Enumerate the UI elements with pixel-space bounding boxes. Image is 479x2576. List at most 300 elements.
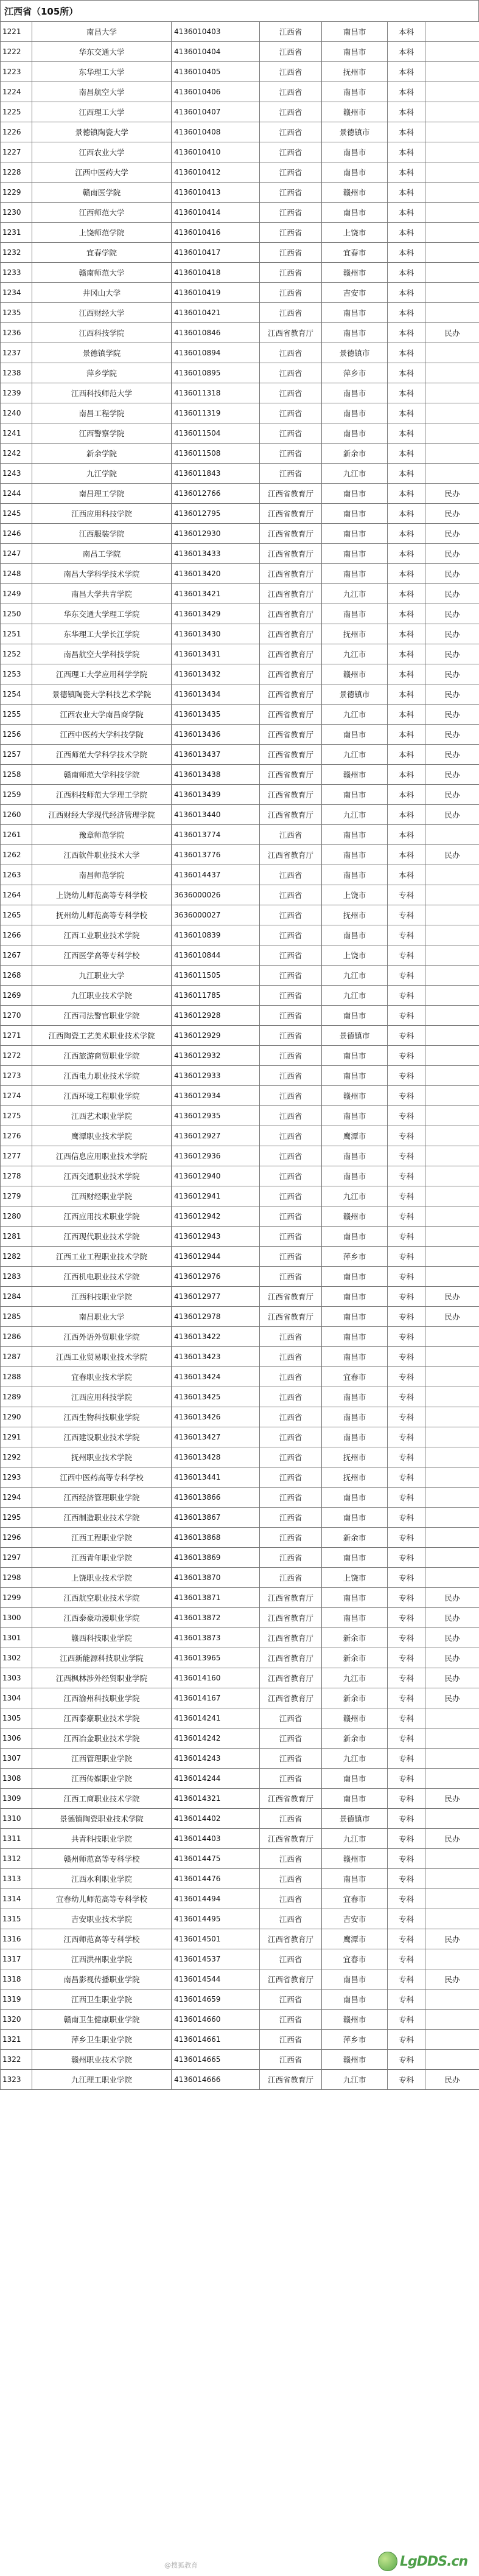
level-cell: 专科 bbox=[388, 1287, 425, 1307]
level-cell: 专科 bbox=[388, 1447, 425, 1467]
authority-cell: 江西省 bbox=[260, 1126, 322, 1146]
remark-cell: 民办 bbox=[425, 805, 479, 825]
school-code-cell: 4136010421 bbox=[172, 303, 260, 323]
table-row bbox=[1, 203, 479, 223]
site-watermark bbox=[378, 2549, 475, 2574]
table-row bbox=[1, 484, 479, 504]
school-code-cell: 4136010419 bbox=[172, 283, 260, 303]
table-row bbox=[1, 303, 479, 323]
table-row bbox=[1, 343, 479, 363]
table-row bbox=[1, 1447, 479, 1467]
school-code-cell: 4136013869 bbox=[172, 1548, 260, 1568]
row-seq-cell: 1251 bbox=[1, 624, 32, 644]
table-row bbox=[1, 1166, 479, 1186]
table-row bbox=[1, 845, 479, 865]
school-name-cell: 华东交通大学理工学院 bbox=[32, 604, 172, 624]
school-code-cell: 4136014437 bbox=[172, 865, 260, 885]
row-seq-cell: 1243 bbox=[1, 464, 32, 484]
authority-cell: 江西省 bbox=[260, 1528, 322, 1548]
level-cell: 专科 bbox=[388, 1427, 425, 1447]
authority-cell: 江西省 bbox=[260, 1989, 322, 2010]
level-cell: 专科 bbox=[388, 1789, 425, 1809]
school-name-cell: 南昌工程学院 bbox=[32, 403, 172, 423]
school-name-cell: 江西冶金职业技术学院 bbox=[32, 1728, 172, 1749]
school-code-cell: 4136013429 bbox=[172, 604, 260, 624]
city-cell: 南昌市 bbox=[322, 1327, 388, 1347]
authority-cell: 江西省 bbox=[260, 464, 322, 484]
school-code-cell: 4136012978 bbox=[172, 1307, 260, 1327]
level-cell: 专科 bbox=[388, 1929, 425, 1949]
authority-cell: 江西省教育厅 bbox=[260, 1829, 322, 1849]
remark-cell bbox=[425, 1367, 479, 1387]
authority-cell: 江西省 bbox=[260, 303, 322, 323]
remark-cell bbox=[425, 1066, 479, 1086]
city-cell: 赣州市 bbox=[322, 1086, 388, 1106]
remark-cell: 民办 bbox=[425, 2070, 479, 2090]
remark-cell bbox=[425, 1427, 479, 1447]
row-seq-cell: 1267 bbox=[1, 945, 32, 966]
authority-cell: 江西省教育厅 bbox=[260, 524, 322, 544]
level-cell: 本科 bbox=[388, 423, 425, 444]
remark-cell bbox=[425, 343, 479, 363]
authority-cell: 江西省 bbox=[260, 885, 322, 905]
table-row bbox=[1, 544, 479, 564]
remark-cell bbox=[425, 1146, 479, 1166]
city-cell: 赣州市 bbox=[322, 765, 388, 785]
authority-cell: 江西省 bbox=[260, 1367, 322, 1387]
table-row bbox=[1, 1608, 479, 1628]
city-cell: 南昌市 bbox=[322, 1006, 388, 1026]
school-code-cell: 4136010895 bbox=[172, 363, 260, 383]
authority-cell: 江西省 bbox=[260, 383, 322, 403]
remark-cell bbox=[425, 223, 479, 243]
school-code-cell: 4136012932 bbox=[172, 1046, 260, 1066]
school-name-cell: 南昌大学共青学院 bbox=[32, 584, 172, 604]
city-cell: 赣州市 bbox=[322, 1206, 388, 1227]
table-row bbox=[1, 1969, 479, 1989]
authority-cell: 江西省教育厅 bbox=[260, 1307, 322, 1327]
city-cell: 赣州市 bbox=[322, 102, 388, 122]
authority-cell: 江西省教育厅 bbox=[260, 2070, 322, 2090]
remark-cell: 民办 bbox=[425, 504, 479, 524]
city-cell: 南昌市 bbox=[322, 403, 388, 423]
row-seq-cell: 1261 bbox=[1, 825, 32, 845]
school-code-cell: 4136013435 bbox=[172, 705, 260, 725]
authority-cell: 江西省教育厅 bbox=[260, 765, 322, 785]
level-cell: 专科 bbox=[388, 1608, 425, 1628]
school-code-cell: 4136010839 bbox=[172, 925, 260, 945]
level-cell: 本科 bbox=[388, 825, 425, 845]
city-cell: 南昌市 bbox=[322, 1789, 388, 1809]
school-code-cell: 4136012929 bbox=[172, 1026, 260, 1046]
row-seq-cell: 1304 bbox=[1, 1688, 32, 1708]
row-seq-cell: 1292 bbox=[1, 1447, 32, 1467]
authority-cell: 江西省教育厅 bbox=[260, 323, 322, 343]
row-seq-cell: 1277 bbox=[1, 1146, 32, 1166]
level-cell: 本科 bbox=[388, 664, 425, 684]
table-row bbox=[1, 2010, 479, 2030]
city-cell: 南昌市 bbox=[322, 1046, 388, 1066]
level-cell: 本科 bbox=[388, 142, 425, 162]
table-row bbox=[1, 1367, 479, 1387]
city-cell: 南昌市 bbox=[322, 504, 388, 524]
school-name-cell: 江西工程职业学院 bbox=[32, 1528, 172, 1548]
row-seq-cell: 1319 bbox=[1, 1989, 32, 2010]
row-seq-cell: 1275 bbox=[1, 1106, 32, 1126]
authority-cell: 江西省 bbox=[260, 142, 322, 162]
remark-cell bbox=[425, 82, 479, 102]
remark-cell bbox=[425, 1247, 479, 1267]
level-cell: 专科 bbox=[388, 1648, 425, 1668]
school-name-cell: 江西旅游商贸职业学院 bbox=[32, 1046, 172, 1066]
level-cell: 专科 bbox=[388, 905, 425, 925]
authority-cell: 江西省 bbox=[260, 444, 322, 464]
school-name-cell: 景德镇陶瓷职业技术学院 bbox=[32, 1809, 172, 1829]
level-cell: 专科 bbox=[388, 1106, 425, 1126]
city-cell: 赣州市 bbox=[322, 183, 388, 203]
row-seq-cell: 1264 bbox=[1, 885, 32, 905]
school-code-cell: 4136010410 bbox=[172, 142, 260, 162]
city-cell: 抚州市 bbox=[322, 62, 388, 82]
school-name-cell: 南昌影视传播职业学院 bbox=[32, 1969, 172, 1989]
table-row bbox=[1, 1086, 479, 1106]
level-cell: 专科 bbox=[388, 1508, 425, 1528]
authority-cell: 江西省 bbox=[260, 1728, 322, 1749]
level-cell: 专科 bbox=[388, 1708, 425, 1728]
school-code-cell: 4136011505 bbox=[172, 966, 260, 986]
school-code-cell: 4136013422 bbox=[172, 1327, 260, 1347]
school-code-cell: 4136014665 bbox=[172, 2050, 260, 2070]
remark-cell bbox=[425, 102, 479, 122]
row-seq-cell: 1245 bbox=[1, 504, 32, 524]
city-cell: 新余市 bbox=[322, 1688, 388, 1708]
school-code-cell: 4136012940 bbox=[172, 1166, 260, 1186]
table-row bbox=[1, 1989, 479, 2010]
school-code-cell: 4136013428 bbox=[172, 1447, 260, 1467]
table-row bbox=[1, 805, 479, 825]
table-row bbox=[1, 82, 479, 102]
level-cell: 本科 bbox=[388, 62, 425, 82]
row-seq-cell: 1242 bbox=[1, 444, 32, 464]
level-cell: 专科 bbox=[388, 1146, 425, 1166]
remark-cell bbox=[425, 283, 479, 303]
school-name-cell: 赣南医学院 bbox=[32, 183, 172, 203]
school-code-cell: 4136012934 bbox=[172, 1086, 260, 1106]
table-row bbox=[1, 1287, 479, 1307]
row-seq-cell: 1302 bbox=[1, 1648, 32, 1668]
authority-cell: 江西省教育厅 bbox=[260, 1969, 322, 1989]
level-cell: 本科 bbox=[388, 283, 425, 303]
school-name-cell: 宜春职业技术学院 bbox=[32, 1367, 172, 1387]
row-seq-cell: 1270 bbox=[1, 1006, 32, 1026]
table-row bbox=[1, 1488, 479, 1508]
school-code-cell: 4136014475 bbox=[172, 1849, 260, 1869]
table-row bbox=[1, 223, 479, 243]
authority-cell: 江西省 bbox=[260, 1026, 322, 1046]
level-cell: 专科 bbox=[388, 1829, 425, 1849]
school-code-cell: 4136012943 bbox=[172, 1227, 260, 1247]
authority-cell: 江西省 bbox=[260, 363, 322, 383]
school-code-cell: 4136013776 bbox=[172, 845, 260, 865]
authority-cell: 江西省 bbox=[260, 1267, 322, 1287]
row-seq-cell: 1281 bbox=[1, 1227, 32, 1247]
city-cell: 南昌市 bbox=[322, 383, 388, 403]
remark-cell bbox=[425, 1869, 479, 1889]
remark-cell: 民办 bbox=[425, 664, 479, 684]
school-code-cell: 4136012935 bbox=[172, 1106, 260, 1126]
remark-cell bbox=[425, 825, 479, 845]
table-row bbox=[1, 122, 479, 142]
authority-cell: 江西省 bbox=[260, 1066, 322, 1086]
row-seq-cell: 1294 bbox=[1, 1488, 32, 1508]
remark-cell bbox=[425, 1809, 479, 1829]
authority-cell: 江西省 bbox=[260, 986, 322, 1006]
authority-cell: 江西省 bbox=[260, 1568, 322, 1588]
school-code-cell: 4136011319 bbox=[172, 403, 260, 423]
row-seq-cell: 1229 bbox=[1, 183, 32, 203]
row-seq-cell: 1256 bbox=[1, 725, 32, 745]
school-code-cell: 4136013439 bbox=[172, 785, 260, 805]
school-name-cell: 江西工业工程职业技术学院 bbox=[32, 1247, 172, 1267]
row-seq-cell: 1246 bbox=[1, 524, 32, 544]
level-cell: 专科 bbox=[388, 1889, 425, 1909]
city-cell: 南昌市 bbox=[322, 1869, 388, 1889]
school-name-cell: 东华理工大学长江学院 bbox=[32, 624, 172, 644]
school-name-cell: 江西信息应用职业技术学院 bbox=[32, 1146, 172, 1166]
authority-cell: 江西省教育厅 bbox=[260, 805, 322, 825]
table-row bbox=[1, 323, 479, 343]
authority-cell: 江西省 bbox=[260, 343, 322, 363]
school-code-cell: 4136010844 bbox=[172, 945, 260, 966]
school-code-cell: 4136014659 bbox=[172, 1989, 260, 2010]
school-name-cell: 南昌大学科学技术学院 bbox=[32, 564, 172, 584]
authority-cell: 江西省 bbox=[260, 1909, 322, 1929]
table-row bbox=[1, 1227, 479, 1247]
school-code-cell: 4136013437 bbox=[172, 745, 260, 765]
school-code-cell: 4136014501 bbox=[172, 1929, 260, 1949]
remark-cell bbox=[425, 303, 479, 323]
table-row bbox=[1, 1909, 479, 1929]
authority-cell: 江西省 bbox=[260, 243, 322, 263]
city-cell: 南昌市 bbox=[322, 142, 388, 162]
school-name-cell: 江西交通职业技术学院 bbox=[32, 1166, 172, 1186]
school-code-cell: 4136012927 bbox=[172, 1126, 260, 1146]
remark-cell: 民办 bbox=[425, 1628, 479, 1648]
school-name-cell: 景德镇陶瓷大学 bbox=[32, 122, 172, 142]
authority-cell: 江西省教育厅 bbox=[260, 705, 322, 725]
remark-cell: 民办 bbox=[425, 1588, 479, 1608]
table-row bbox=[1, 1789, 479, 1809]
remark-cell bbox=[425, 203, 479, 223]
row-seq-cell: 1224 bbox=[1, 82, 32, 102]
level-cell: 专科 bbox=[388, 925, 425, 945]
level-cell: 本科 bbox=[388, 745, 425, 765]
city-cell: 鹰潭市 bbox=[322, 1929, 388, 1949]
authority-cell: 江西省 bbox=[260, 1427, 322, 1447]
level-cell: 本科 bbox=[388, 122, 425, 142]
remark-cell bbox=[425, 403, 479, 423]
table-row bbox=[1, 423, 479, 444]
city-cell: 抚州市 bbox=[322, 624, 388, 644]
school-code-cell: 4136012795 bbox=[172, 504, 260, 524]
city-cell: 南昌市 bbox=[322, 925, 388, 945]
table-row bbox=[1, 765, 479, 785]
table-row bbox=[1, 1347, 479, 1367]
school-name-cell: 江西水利职业学院 bbox=[32, 1869, 172, 1889]
table-row bbox=[1, 1809, 479, 1829]
remark-cell bbox=[425, 363, 479, 383]
school-code-cell: 4136013965 bbox=[172, 1648, 260, 1668]
row-seq-cell: 1241 bbox=[1, 423, 32, 444]
remark-cell: 民办 bbox=[425, 484, 479, 504]
remark-cell: 民办 bbox=[425, 1929, 479, 1949]
level-cell: 本科 bbox=[388, 183, 425, 203]
row-seq-cell: 1237 bbox=[1, 343, 32, 363]
remark-cell bbox=[425, 1126, 479, 1146]
table-row bbox=[1, 1668, 479, 1688]
remark-cell bbox=[425, 1749, 479, 1769]
table-row bbox=[1, 162, 479, 183]
school-name-cell: 景德镇学院 bbox=[32, 343, 172, 363]
remark-cell bbox=[425, 1086, 479, 1106]
school-code-cell: 4136014666 bbox=[172, 2070, 260, 2090]
table-row bbox=[1, 785, 479, 805]
row-seq-cell: 1312 bbox=[1, 1849, 32, 1869]
authority-cell: 江西省教育厅 bbox=[260, 745, 322, 765]
row-seq-cell: 1286 bbox=[1, 1327, 32, 1347]
remark-cell bbox=[425, 1467, 479, 1488]
level-cell: 本科 bbox=[388, 564, 425, 584]
level-cell: 本科 bbox=[388, 584, 425, 604]
remark-cell bbox=[425, 122, 479, 142]
row-seq-cell: 1250 bbox=[1, 604, 32, 624]
school-name-cell: 赣南师范大学 bbox=[32, 263, 172, 283]
level-cell: 本科 bbox=[388, 323, 425, 343]
remark-cell bbox=[425, 444, 479, 464]
level-cell: 专科 bbox=[388, 1307, 425, 1327]
authority-cell: 江西省 bbox=[260, 263, 322, 283]
school-name-cell: 江西财经职业学院 bbox=[32, 1186, 172, 1206]
school-name-cell: 江西财经大学现代经济管理学院 bbox=[32, 805, 172, 825]
table-row bbox=[1, 62, 479, 82]
row-seq-cell: 1257 bbox=[1, 745, 32, 765]
table-row bbox=[1, 925, 479, 945]
remark-cell bbox=[425, 142, 479, 162]
city-cell: 景德镇市 bbox=[322, 122, 388, 142]
city-cell: 南昌市 bbox=[322, 825, 388, 845]
school-code-cell: 4136011318 bbox=[172, 383, 260, 403]
school-name-cell: 九江职业技术学院 bbox=[32, 986, 172, 1006]
school-name-cell: 江西洪州职业学院 bbox=[32, 1949, 172, 1969]
row-seq-cell: 1295 bbox=[1, 1508, 32, 1528]
authority-cell: 江西省 bbox=[260, 82, 322, 102]
school-code-cell: 4136013426 bbox=[172, 1407, 260, 1427]
school-name-cell: 江西财经大学 bbox=[32, 303, 172, 323]
authority-cell: 江西省教育厅 bbox=[260, 664, 322, 684]
level-cell: 专科 bbox=[388, 2050, 425, 2070]
school-code-cell: 4136013866 bbox=[172, 1488, 260, 1508]
level-cell: 专科 bbox=[388, 1769, 425, 1789]
row-seq-cell: 1300 bbox=[1, 1608, 32, 1628]
school-name-cell: 江西师范大学科学技术学院 bbox=[32, 745, 172, 765]
authority-cell: 江西省 bbox=[260, 183, 322, 203]
level-cell: 本科 bbox=[388, 805, 425, 825]
school-name-cell: 九江学院 bbox=[32, 464, 172, 484]
row-seq-cell: 1323 bbox=[1, 2070, 32, 2090]
school-name-cell: 江西服装学院 bbox=[32, 524, 172, 544]
table-row bbox=[1, 1688, 479, 1708]
row-seq-cell: 1305 bbox=[1, 1708, 32, 1728]
school-code-cell: 4136013873 bbox=[172, 1628, 260, 1648]
school-code-cell: 4136013436 bbox=[172, 725, 260, 745]
level-cell: 专科 bbox=[388, 1749, 425, 1769]
school-code-cell: 4136014241 bbox=[172, 1708, 260, 1728]
authority-cell: 江西省 bbox=[260, 1046, 322, 1066]
table-row bbox=[1, 1548, 479, 1568]
school-name-cell: 南昌大学 bbox=[32, 22, 172, 42]
table-row bbox=[1, 102, 479, 122]
authority-cell: 江西省 bbox=[260, 1387, 322, 1407]
table-row bbox=[1, 1327, 479, 1347]
school-name-cell: 江西艺术职业学院 bbox=[32, 1106, 172, 1126]
city-cell: 宜春市 bbox=[322, 1367, 388, 1387]
school-code-cell: 4136014243 bbox=[172, 1749, 260, 1769]
school-code-cell: 4136014495 bbox=[172, 1909, 260, 1929]
row-seq-cell: 1247 bbox=[1, 544, 32, 564]
school-code-cell: 4136014242 bbox=[172, 1728, 260, 1749]
authority-cell: 江西省 bbox=[260, 865, 322, 885]
row-seq-cell: 1231 bbox=[1, 223, 32, 243]
city-cell: 九江市 bbox=[322, 986, 388, 1006]
school-code-cell: 4136010407 bbox=[172, 102, 260, 122]
authority-cell: 江西省 bbox=[260, 1749, 322, 1769]
remark-cell: 民办 bbox=[425, 524, 479, 544]
city-cell: 南昌市 bbox=[322, 1769, 388, 1789]
authority-cell: 江西省 bbox=[260, 1166, 322, 1186]
level-cell: 专科 bbox=[388, 1267, 425, 1287]
authority-cell: 江西省教育厅 bbox=[260, 1588, 322, 1608]
school-code-cell: 4136013440 bbox=[172, 805, 260, 825]
school-code-cell: 4136010412 bbox=[172, 162, 260, 183]
school-code-cell: 4136013432 bbox=[172, 664, 260, 684]
authority-cell: 江西省 bbox=[260, 1809, 322, 1829]
city-cell: 新余市 bbox=[322, 1648, 388, 1668]
remark-cell bbox=[425, 1186, 479, 1206]
school-code-cell: 4136011843 bbox=[172, 464, 260, 484]
remark-cell bbox=[425, 885, 479, 905]
row-seq-cell: 1283 bbox=[1, 1267, 32, 1287]
authority-cell: 江西省 bbox=[260, 2030, 322, 2050]
level-cell: 专科 bbox=[388, 945, 425, 966]
table-row bbox=[1, 1728, 479, 1749]
row-seq-cell: 1254 bbox=[1, 684, 32, 705]
table-row bbox=[1, 865, 479, 885]
table-row bbox=[1, 1588, 479, 1608]
school-name-cell: 江西科技学院 bbox=[32, 323, 172, 343]
remark-cell bbox=[425, 1889, 479, 1909]
remark-cell: 民办 bbox=[425, 684, 479, 705]
school-name-cell: 江西制造职业技术学院 bbox=[32, 1508, 172, 1528]
table-row bbox=[1, 1749, 479, 1769]
level-cell: 专科 bbox=[388, 1086, 425, 1106]
city-cell: 南昌市 bbox=[322, 785, 388, 805]
table-row bbox=[1, 1106, 479, 1126]
authority-cell: 江西省 bbox=[260, 423, 322, 444]
level-cell: 本科 bbox=[388, 484, 425, 504]
level-cell: 本科 bbox=[388, 464, 425, 484]
row-seq-cell: 1320 bbox=[1, 2010, 32, 2030]
school-name-cell: 江西应用科技学院 bbox=[32, 1387, 172, 1407]
